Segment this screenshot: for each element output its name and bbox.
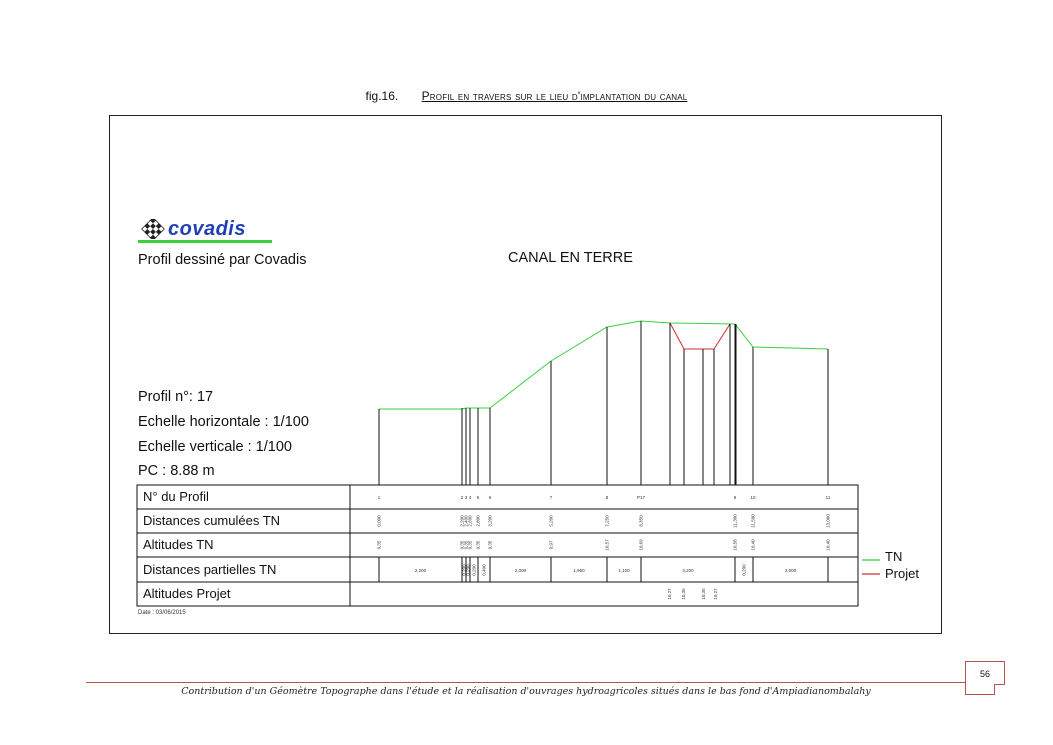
profile-verticals xyxy=(379,321,828,485)
project-altitude: 10,27 xyxy=(667,588,672,600)
footer-text: Contribution d'un Géomètre Topographe dans l'étude et la réalisation d'ouvrages hydroagricoles situés dans le bas fond d'Ampiadianombalahy xyxy=(181,686,871,697)
reference-plane-line: PC : 8.88 m xyxy=(138,463,215,479)
partial-distance: 1,950 xyxy=(573,568,585,573)
project-altitude: 10,35 xyxy=(701,588,706,600)
drawing-title: CANAL EN TERRE xyxy=(508,250,633,266)
cumulative-distance: 13,000 xyxy=(825,514,831,528)
cumulative-distance: 2,800 xyxy=(475,515,481,527)
page-number-value: 56 xyxy=(979,669,990,679)
page-number xyxy=(965,661,1005,695)
cumulative-distance: 5,200 xyxy=(548,515,554,527)
cumulative-distance: 11,300 xyxy=(732,514,738,528)
tn-altitude: 9,97 xyxy=(548,540,554,550)
vertical-scale-line: Echelle verticale : 1/100 xyxy=(138,439,292,455)
profile-number: 4 xyxy=(468,495,472,500)
figure-title: Profil en travers sur le lieu d'implantation du canal xyxy=(421,89,688,103)
profile-number: P17 xyxy=(636,495,646,500)
cumulative-distance: 11,500 xyxy=(750,514,756,528)
profile-number: 7 xyxy=(549,495,553,500)
tn-altitude: 10,40 xyxy=(750,539,756,551)
row-label-cumulative-distances: Distances cumulées TN xyxy=(143,513,281,528)
partial-distance: 3,200 xyxy=(682,568,694,573)
tn-altitude: 9,35 xyxy=(475,540,481,550)
drawing-date: Date : 03/06/2015 xyxy=(138,610,186,616)
profile-number: 10 xyxy=(750,495,756,500)
tn-altitude: 9,35 xyxy=(459,540,465,550)
partial-distance: 2,000 xyxy=(784,568,797,573)
tn-altitude: 10,69 xyxy=(638,539,644,551)
legend-label-tn: TN xyxy=(885,549,903,564)
row-label-partial-distances: Distances partielles TN xyxy=(143,562,277,577)
partial-distance-ticks xyxy=(379,557,828,582)
cumulative-distance: 2,200 xyxy=(459,515,465,527)
row-label-tn-altitudes: Altitudes TN xyxy=(143,537,214,552)
row-label-profile-number: N° du Profil xyxy=(143,489,209,504)
terrain-line xyxy=(379,321,828,409)
tn-altitude: 10,57 xyxy=(604,539,610,551)
profile-number: 5 xyxy=(476,495,480,500)
partial-distance: 2,000 xyxy=(514,568,527,573)
cumulative-distance: 7,250 xyxy=(604,515,610,527)
profile-number: 11 xyxy=(825,495,831,500)
page-curl-icon xyxy=(994,684,1005,695)
legend xyxy=(862,549,919,581)
partial-distance: 1,100 xyxy=(618,568,630,573)
terrain-profile xyxy=(379,321,828,409)
partial-distance: 0,200 xyxy=(461,564,467,576)
row-label-project-altitudes: Altitudes Projet xyxy=(143,586,231,601)
cumulative-distance: 8,350 xyxy=(638,515,644,527)
cumulative-distance: 2,400 xyxy=(463,515,469,527)
partial-distance: 0,200 xyxy=(465,564,471,576)
profile-number-line: Profil n°: 17 xyxy=(138,389,214,405)
tn-altitude: 10,58 xyxy=(732,539,738,551)
partial-distance: 0,200 xyxy=(741,564,747,576)
figure-number: fig.16. xyxy=(365,89,399,103)
tn-altitude: 9,35 xyxy=(376,540,382,550)
profile-number: 9 xyxy=(733,495,737,500)
project-altitude: 10,27 xyxy=(713,588,718,600)
partial-distance: 0,200 xyxy=(471,564,477,576)
cumulative-distance: 0,000 xyxy=(376,515,382,527)
tn-altitude: 9,35 xyxy=(487,540,493,550)
cumulative-distance: 3,200 xyxy=(487,515,493,527)
tn-altitude: 9,35 xyxy=(463,540,469,550)
footer-rule xyxy=(86,682,966,683)
profile-number: 6 xyxy=(488,495,492,500)
tn-altitude: 10,40 xyxy=(825,539,831,551)
cumulative-distance: 2,600 xyxy=(467,515,473,527)
legend-label-project: Projet xyxy=(885,566,919,581)
drawing-subtitle: Profil dessiné par Covadis xyxy=(138,252,307,268)
table-values xyxy=(377,495,831,600)
partial-distance: 2,200 xyxy=(414,568,427,573)
profile-number: 8 xyxy=(605,495,609,500)
profile-number: 3 xyxy=(464,495,468,500)
profile-number: 1 xyxy=(377,495,381,500)
project-altitude: 10,35 xyxy=(681,588,686,600)
horizontal-scale-line: Echelle horizontale : 1/100 xyxy=(138,414,309,430)
tn-altitude: 9,35 xyxy=(467,540,473,550)
profile-number: 2 xyxy=(460,495,464,500)
project-canal-line xyxy=(670,323,730,349)
logo-wordmark: covadis xyxy=(168,218,246,240)
partial-distance: 0,400 xyxy=(481,564,487,576)
